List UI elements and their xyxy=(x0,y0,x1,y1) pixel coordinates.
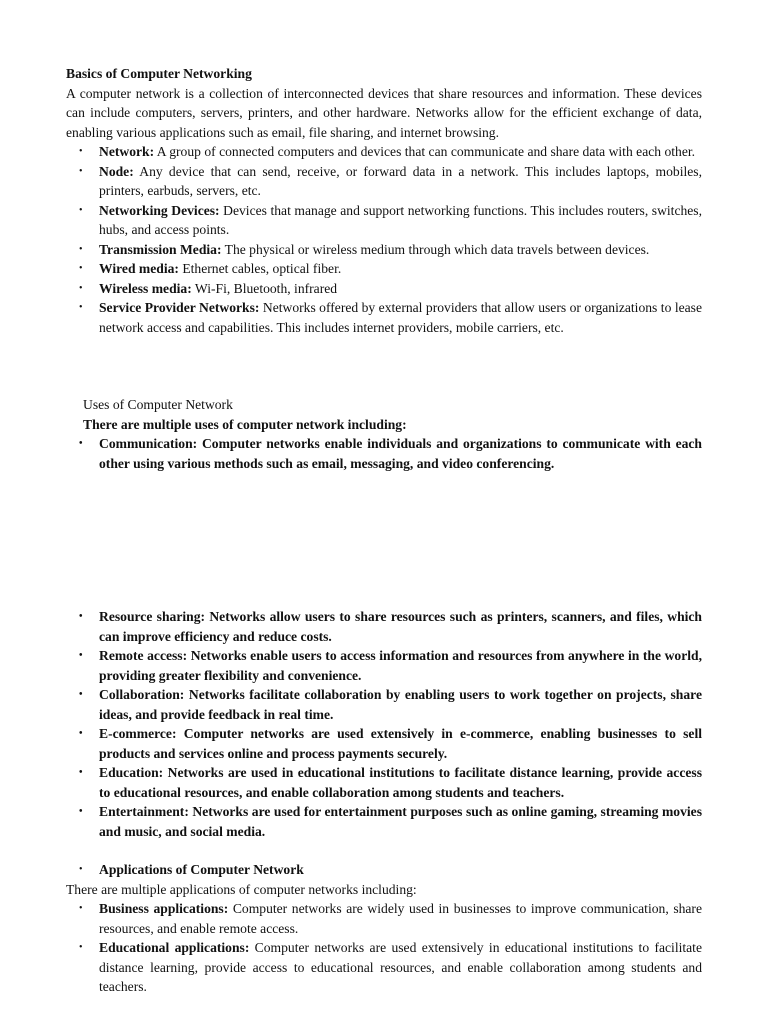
applications-list xyxy=(66,899,702,997)
applications-heading-list xyxy=(66,860,702,880)
list-item: • Wireless media: Wi-Fi, Bluetooth, infrared xyxy=(66,279,702,299)
list-item: • Educational applications: Computer networks are used extensively in educational institutions to facilitate distance learning, provide access to educational resources, and enable collaboration among students and teachers. xyxy=(66,938,702,997)
basics-intro: A computer network is a collection of interconnected devices that share resources and information. These devices can include computers, servers, printers, and other hardware. Networks allow for the efficient exchange of data, enabling various applications such as email, file sharing, and internet browsing. xyxy=(66,85,702,140)
list-item: • Service Provider Networks: Networks offered by external providers that allow users or organizations to lease network access and capabilities. This includes internet providers, mobile carriers, etc. xyxy=(66,298,702,337)
uses-list xyxy=(66,607,702,841)
uses-list-first xyxy=(66,434,702,473)
basics-list xyxy=(66,142,702,337)
uses-title: Uses of Computer Network xyxy=(83,397,233,412)
uses-intro: There are multiple uses of computer network including: xyxy=(83,416,407,432)
basics-section xyxy=(66,64,702,337)
basics-title: Basics of Computer Networking xyxy=(66,66,252,81)
applications-intro: There are multiple applications of computer networks including: xyxy=(66,881,417,897)
list-item: • Business applications: Computer networks are widely used in businesses to improve communication, share resources, and enable remote access. xyxy=(66,899,702,938)
list-item: • Wired media: Ethernet cables, optical fiber. xyxy=(66,259,702,279)
list-item: • Resource sharing: Networks allow users to share resources such as printers, scanners, and files, which can improve efficiency and reduce costs. xyxy=(66,607,702,646)
applications-section xyxy=(66,860,702,997)
list-item: • Remote access: Networks enable users to access information and resources from anywhere in the world, providing greater flexibility and convenience. xyxy=(66,646,702,685)
list-item: • Entertainment: Networks are used for entertainment purposes such as online gaming, streaming movies and music, and social media. xyxy=(66,802,702,841)
list-item: • Collaboration: Networks facilitate collaboration by enabling users to work together on projects, share ideas, and provide feedback in real time. xyxy=(66,685,702,724)
list-item: • Education: Networks are used in educational institutions to facilitate distance learning, provide access to educational resources, and enable collaboration among students and teachers. xyxy=(66,763,702,802)
list-item: • Communication: Computer networks enable individuals and organizations to communicate with each other using various methods such as email, messaging, and video conferencing. xyxy=(66,434,702,473)
uses-section-continued xyxy=(66,607,702,841)
applications-title: • Applications of Computer Network xyxy=(66,860,702,880)
list-item: • Node: Any device that can send, receive, or forward data in a network. This includes laptops, mobiles, printers, earbuds, servers, etc. xyxy=(66,162,702,201)
list-item: • E-commerce: Computer networks are used extensively in e-commerce, enabling businesses to sell products and services online and process payments securely. xyxy=(66,724,702,763)
uses-section xyxy=(66,395,702,473)
list-item: • Network: A group of connected computers and devices that can communicate and share data with each other. xyxy=(66,142,702,162)
list-item: • Networking Devices: Devices that manage and support networking functions. This includes routers, switches, hubs, and access points. xyxy=(66,201,702,240)
list-item: • Transmission Media: The physical or wireless medium through which data travels between devices. xyxy=(66,240,702,260)
